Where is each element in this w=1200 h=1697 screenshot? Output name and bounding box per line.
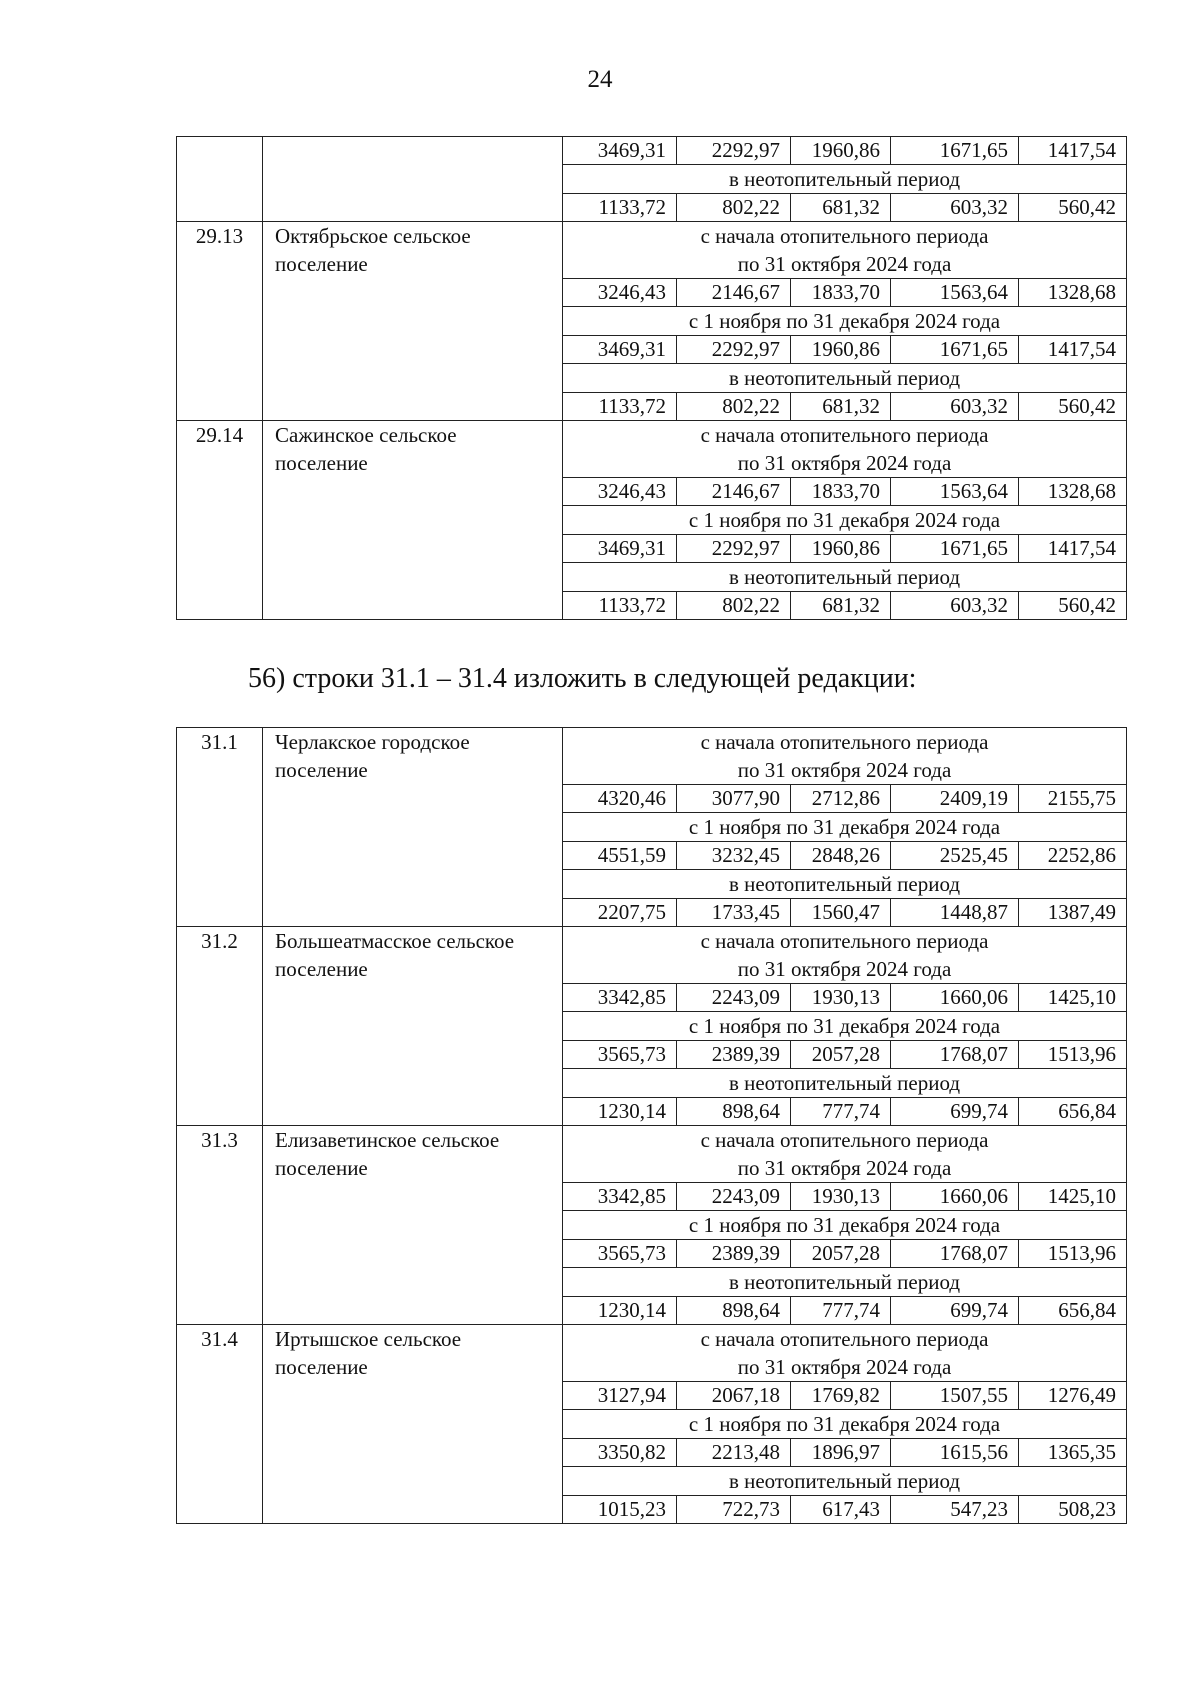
period-label: в неотопительный период [563, 563, 1127, 592]
value-cell: 722,73 [677, 1496, 791, 1524]
value-cell: 3246,43 [563, 279, 677, 307]
value-cell: 1230,14 [563, 1098, 677, 1126]
value-cell: 1015,23 [563, 1496, 677, 1524]
section-heading: 56) строки 31.1 – 31.4 изложить в следующей редакции: [248, 663, 917, 694]
table-row [177, 1325, 1127, 1382]
value-cell: 1513,96 [1019, 1041, 1127, 1069]
period-label-line: по 31 октября 2024 года [737, 1355, 952, 1379]
settlement-name-cell [263, 137, 563, 222]
value-cell: 898,64 [677, 1297, 791, 1325]
value-cell: 508,23 [1019, 1496, 1127, 1524]
value-cell: 2292,97 [677, 336, 791, 364]
value-cell: 1417,54 [1019, 137, 1127, 165]
value-cell: 2525,45 [891, 842, 1019, 870]
value-cell: 2243,09 [677, 1183, 791, 1211]
period-label [563, 1325, 1127, 1382]
value-cell: 1133,72 [563, 194, 677, 222]
period-label-line: с начала отопительного периода [700, 1327, 989, 1351]
value-cell: 560,42 [1019, 592, 1127, 620]
row-number-cell: 29.14 [177, 421, 263, 620]
value-cell: 603,32 [891, 194, 1019, 222]
period-label: с 1 ноября по 31 декабря 2024 года [563, 307, 1127, 336]
settlement-name-cell: Иртышское сельское поселение [263, 1325, 563, 1524]
value-cell: 2146,67 [677, 279, 791, 307]
value-cell: 4551,59 [563, 842, 677, 870]
period-label: с 1 ноября по 31 декабря 2024 года [563, 813, 1127, 842]
table-row [177, 421, 1127, 478]
row-number-cell: 31.3 [177, 1126, 263, 1325]
value-cell: 1425,10 [1019, 1183, 1127, 1211]
value-cell: 3342,85 [563, 984, 677, 1012]
value-cell: 1513,96 [1019, 1240, 1127, 1268]
value-cell: 1615,56 [891, 1439, 1019, 1467]
period-label-line: по 31 октября 2024 года [737, 451, 952, 475]
value-cell: 1960,86 [791, 137, 891, 165]
period-label-line: по 31 октября 2024 года [737, 758, 952, 782]
value-cell: 1328,68 [1019, 478, 1127, 506]
value-cell: 681,32 [791, 393, 891, 421]
value-cell: 2146,67 [677, 478, 791, 506]
value-cell: 1560,47 [791, 899, 891, 927]
period-label: в неотопительный период [563, 870, 1127, 899]
value-cell: 3232,45 [677, 842, 791, 870]
value-cell: 1133,72 [563, 592, 677, 620]
value-cell: 3565,73 [563, 1240, 677, 1268]
value-cell: 1768,07 [891, 1240, 1019, 1268]
value-cell: 3469,31 [563, 137, 677, 165]
value-cell: 2252,86 [1019, 842, 1127, 870]
value-cell: 898,64 [677, 1098, 791, 1126]
value-cell: 1768,07 [891, 1041, 1019, 1069]
value-cell: 1448,87 [891, 899, 1019, 927]
value-cell: 4320,46 [563, 785, 677, 813]
period-label-line: с начала отопительного периода [700, 730, 989, 754]
value-cell: 2213,48 [677, 1439, 791, 1467]
tariff-table-continued [176, 136, 1127, 620]
period-label: в неотопительный период [563, 364, 1127, 393]
settlement-name-cell: Большеатмасское сельское поселение [263, 927, 563, 1126]
value-cell: 1387,49 [1019, 899, 1127, 927]
value-cell: 3565,73 [563, 1041, 677, 1069]
settlement-name-cell: Октябрьское сельское поселение [263, 222, 563, 421]
value-cell: 2389,39 [677, 1240, 791, 1268]
value-cell: 3127,94 [563, 1382, 677, 1410]
value-cell: 3469,31 [563, 336, 677, 364]
value-cell: 1230,14 [563, 1297, 677, 1325]
value-cell: 1671,65 [891, 137, 1019, 165]
value-cell: 1660,06 [891, 1183, 1019, 1211]
value-cell: 777,74 [791, 1297, 891, 1325]
period-label: в неотопительный период [563, 165, 1127, 194]
value-cell: 681,32 [791, 194, 891, 222]
value-cell: 1328,68 [1019, 279, 1127, 307]
value-cell: 802,22 [677, 194, 791, 222]
value-cell: 3469,31 [563, 535, 677, 563]
value-cell: 1733,45 [677, 899, 791, 927]
value-cell: 3350,82 [563, 1439, 677, 1467]
period-label: с 1 ноября по 31 декабря 2024 года [563, 506, 1127, 535]
value-cell: 1960,86 [791, 535, 891, 563]
table-row [177, 728, 1127, 785]
period-label [563, 421, 1127, 478]
value-cell: 3342,85 [563, 1183, 677, 1211]
value-cell: 681,32 [791, 592, 891, 620]
value-cell: 802,22 [677, 592, 791, 620]
value-cell: 2243,09 [677, 984, 791, 1012]
row-number-cell [177, 137, 263, 222]
value-cell: 3077,90 [677, 785, 791, 813]
value-cell: 1276,49 [1019, 1382, 1127, 1410]
value-cell: 699,74 [891, 1297, 1019, 1325]
period-label: с 1 ноября по 31 декабря 2024 года [563, 1410, 1127, 1439]
period-label: в неотопительный период [563, 1069, 1127, 1098]
value-cell: 1133,72 [563, 393, 677, 421]
value-cell: 777,74 [791, 1098, 891, 1126]
row-number-cell: 31.4 [177, 1325, 263, 1524]
value-cell: 1930,13 [791, 1183, 891, 1211]
value-cell: 1507,55 [891, 1382, 1019, 1410]
value-cell: 2409,19 [891, 785, 1019, 813]
value-cell: 1833,70 [791, 478, 891, 506]
value-cell: 1769,82 [791, 1382, 891, 1410]
value-cell: 2057,28 [791, 1240, 891, 1268]
value-cell: 1930,13 [791, 984, 891, 1012]
period-label: в неотопительный период [563, 1467, 1127, 1496]
period-label-line: по 31 октября 2024 года [737, 252, 952, 276]
value-cell: 2848,26 [791, 842, 891, 870]
value-cell: 2292,97 [677, 137, 791, 165]
period-label: в неотопительный период [563, 1268, 1127, 1297]
period-label-line: с начала отопительного периода [700, 423, 989, 447]
settlement-name-cell: Елизаветинское сельское поселение [263, 1126, 563, 1325]
value-cell: 1563,64 [891, 279, 1019, 307]
value-cell: 1896,97 [791, 1439, 891, 1467]
value-cell: 2207,75 [563, 899, 677, 927]
value-cell: 2389,39 [677, 1041, 791, 1069]
period-label [563, 927, 1127, 984]
value-cell: 2292,97 [677, 535, 791, 563]
settlement-name-cell: Черлакское городское поселение [263, 728, 563, 927]
period-label-line: с начала отопительного периода [700, 929, 989, 953]
period-label [563, 222, 1127, 279]
value-cell: 617,43 [791, 1496, 891, 1524]
value-cell: 3246,43 [563, 478, 677, 506]
table-row [177, 1126, 1127, 1183]
period-label [563, 728, 1127, 785]
row-number-cell: 31.1 [177, 728, 263, 927]
period-label: с 1 ноября по 31 декабря 2024 года [563, 1211, 1127, 1240]
value-cell: 1425,10 [1019, 984, 1127, 1012]
period-label-line: по 31 октября 2024 года [737, 957, 952, 981]
period-label-line: по 31 октября 2024 года [737, 1156, 952, 1180]
value-cell: 1960,86 [791, 336, 891, 364]
value-cell: 656,84 [1019, 1098, 1127, 1126]
value-cell: 2067,18 [677, 1382, 791, 1410]
value-cell: 2057,28 [791, 1041, 891, 1069]
value-cell: 802,22 [677, 393, 791, 421]
value-cell: 1417,54 [1019, 336, 1127, 364]
value-cell: 1671,65 [891, 535, 1019, 563]
table-row [177, 927, 1127, 984]
table-row [177, 137, 1127, 165]
value-cell: 560,42 [1019, 194, 1127, 222]
value-cell: 699,74 [891, 1098, 1019, 1126]
value-cell: 1365,35 [1019, 1439, 1127, 1467]
period-label-line: с начала отопительного периода [700, 224, 989, 248]
value-cell: 656,84 [1019, 1297, 1127, 1325]
value-cell: 560,42 [1019, 393, 1127, 421]
value-cell: 1563,64 [891, 478, 1019, 506]
value-cell: 2712,86 [791, 785, 891, 813]
table-row [177, 222, 1127, 279]
value-cell: 603,32 [891, 592, 1019, 620]
value-cell: 1660,06 [891, 984, 1019, 1012]
value-cell: 603,32 [891, 393, 1019, 421]
value-cell: 1671,65 [891, 336, 1019, 364]
value-cell: 547,23 [891, 1496, 1019, 1524]
period-label-line: с начала отопительного периода [700, 1128, 989, 1152]
value-cell: 1417,54 [1019, 535, 1127, 563]
page-number: 24 [587, 66, 613, 93]
value-cell: 2155,75 [1019, 785, 1127, 813]
period-label [563, 1126, 1127, 1183]
row-number-cell: 29.13 [177, 222, 263, 421]
tariff-table-revised [176, 727, 1127, 1524]
period-label: с 1 ноября по 31 декабря 2024 года [563, 1012, 1127, 1041]
settlement-name-cell: Сажинское сельское поселение [263, 421, 563, 620]
value-cell: 1833,70 [791, 279, 891, 307]
row-number-cell: 31.2 [177, 927, 263, 1126]
